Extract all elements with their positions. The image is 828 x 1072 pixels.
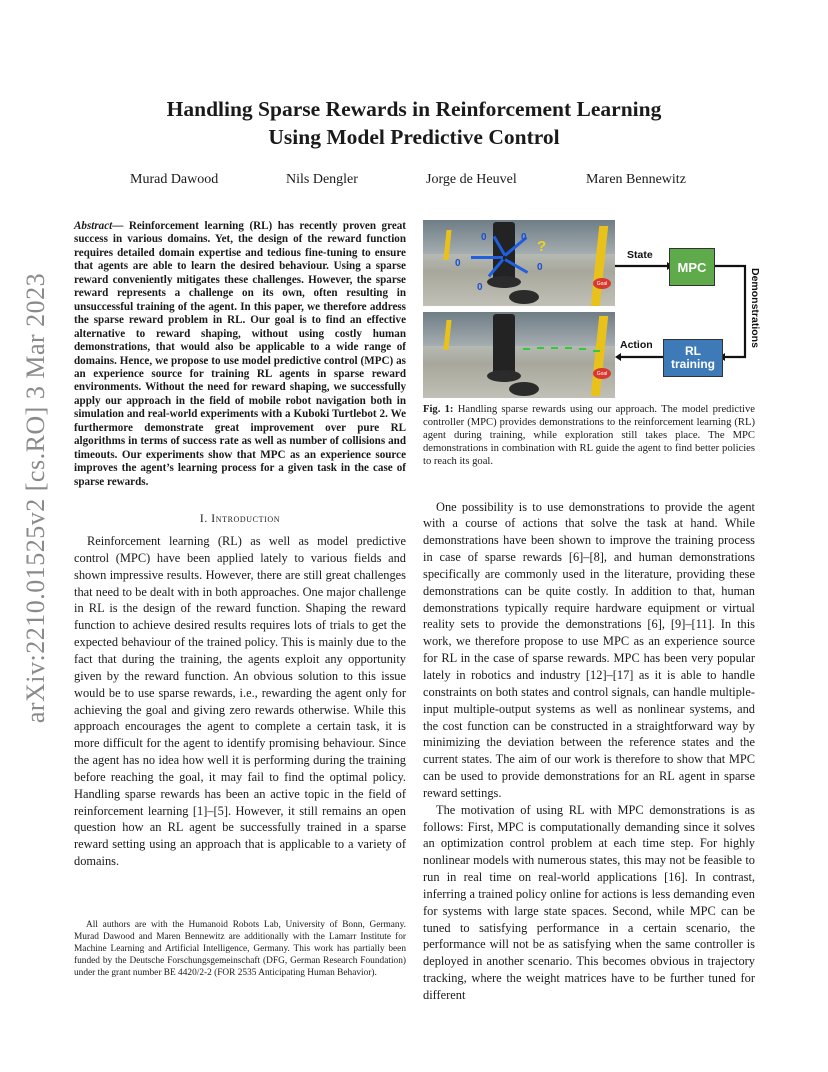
figure-1 xyxy=(423,220,761,398)
caption-text: Handling sparse rewards using our approach. The model predictive controller (MPC) provides demonstrations to the reinforcement learning (RL) agent during training, while exploration still takes place. The MPC demonstrations in combination with RL guide the agent to find better policies to reach its goal. xyxy=(423,404,755,467)
title-line-2: Using Model Predictive Control xyxy=(268,125,560,149)
reward-zero-label: 0 xyxy=(521,232,527,243)
goal-marker: Goal xyxy=(593,368,611,379)
reward-zero-label: 0 xyxy=(537,262,543,273)
paper-title xyxy=(74,95,754,151)
demonstrations-label: Demonstrations xyxy=(749,268,761,348)
rl-training-box xyxy=(663,339,723,377)
abstract-lead: Abstract xyxy=(74,220,113,232)
mpc-box xyxy=(669,248,715,286)
rl-box-label-line-1: RL xyxy=(685,344,701,358)
author-2: Nils Dengler xyxy=(286,172,358,187)
title-line-1: Handling Sparse Rewards in Reinforcement Learning xyxy=(166,97,662,121)
left-column xyxy=(74,220,406,870)
caption-label: Fig. 1: xyxy=(423,404,454,415)
right-paragraph-2: The motivation of using RL with MPC demonstrations is as follows: First, MPC is computationally demanding since it solves an optimization control problem at each time step. For highly nonlinear models with numerous states, this may not be feasible to run in real time on real-world applications [16]. In contrast, inferring a trained policy online for actions is less demanding even for systems with large state spaces. Second, while MPC can be tuned to satisfying performance in a certain scenario, the performance will not be as satisfying when the same controller is deployed in another scenario. This becomes obvious in trajectory tracking, where the weight matrices have to be further tuned for different xyxy=(423,802,755,1002)
section-heading-introduction: I. Introduction xyxy=(199,513,281,526)
intro-paragraph: Reinforcement learning (RL) as well as model predictive control (MPC) have been applied lately to various fields and shown impressive results. However, there are still great challenges that need to be dealt with in both approaches. One major challenge in RL is the design of the reward function. Shaping the reward function to achieve desired results requires lots of trials to get the expected behaviour of the trained policy. This is mainly due to the fact that during the training, the agents exploit any opportunity given by the reward function. An obvious solution to this issue would be to use sparse rewards, i.e., rewarding the agent only for achieving the goal and giving zero rewards otherwise. While this approach encourages the agent to complete a certain task, it is more difficult for the agent to identify promising behaviour. Since the agent has no idea how well it is performing during the training before reaching the goal, it may fail to find the optimal policy. Handling sparse rewards has been an active topic in the field of reinforcement learning [1]–[5]. However, it still remains an open question how an RL agent be successfully trained in a sparse reward setting using an approach that is applicable to a variety of domains. xyxy=(74,534,406,869)
goal-marker: Goal xyxy=(593,278,611,289)
arxiv-identifier-text: arXiv:2210.01525v2 [cs.RO] 3 Mar 2023 xyxy=(21,272,50,724)
state-label: State xyxy=(627,249,653,261)
abstract xyxy=(74,220,406,489)
author-4: Maren Bennewitz xyxy=(586,172,686,187)
author-3: Jorge de Heuvel xyxy=(426,172,517,187)
arxiv-identifier xyxy=(14,272,58,724)
affiliation-footnote: All authors are with the Humanoid Robots Lab, University of Bonn, Germany. Murad Dawood and Maren Bennewitz are additionally with the Lamarr Institute for Machine Learning and Artificial Intelligence, Germany. This work has partially been funded by the Deutsche Forschungsgemeinschaft (DFG, German Research Foundation) under the grant number BE 4420/2-2 (FOR 2535 Anticipating Human Behavior). xyxy=(74,920,406,978)
action-label: Action xyxy=(620,339,653,351)
reward-zero-label: 0 xyxy=(455,258,461,269)
right-column xyxy=(423,220,761,1004)
question-mark-icon: ? xyxy=(537,238,547,255)
right-paragraph-1: One possibility is to use demonstrations to provide the agent with a course of actions that solve the task at hand. While demonstrations have been shown to improve the training process in case of sparse rewards [6]–[8], and human demonstrations specifically are commonly used in the literature, providing these demonstrations can be quite costly. In addition to that, human demonstrations typically require hardware equipment or virtual reality sets to provide the demonstrations [6], [9]–[11]. In this work, we therefore propose to use MPC as an experience source for RL in the case of sparse rewards. MPC has been very popular lately in robotics and industry [12]–[17] as it is able to handle constraints on both states and control signals, can handle multiple-input multiple-output systems as well as nonlinear systems, and the cost function can be constructed in a straightforward way by minimizing the deviation between the reference states and the current states. The aim of our work is therefore to show that MPC can be used to provide demonstrations for an RL agent in sparse reward settings. xyxy=(423,499,755,800)
mpc-box-label: MPC xyxy=(677,259,707,275)
abstract-body: — Reinforcement learning (RL) has recently proven great success in various domains. Yet, the design of the reward function requires detailed domain expertise and tedious fine-tuning to ensure that agents are able to learn the desired behaviour. Using a sparse reward conveniently mitigates these challenges. However, the sparse reward represents a challenge on its own, often resulting in unsuccessful training of the agent. In this paper, we therefore address the sparse reward problem in RL. Our goal is to find an effective alternative to reward shaping, without using costly human demonstrations, that would also be applicable to a wide range of domains. Hence, we propose to use model predictive control (MPC) as an experience source for training RL agents in sparse reward environments. Without the need for reward shaping, we successfully apply our approach in the field of mobile robot navigation both in simulation and real-world experiments with a Kuboki Turtlebot 2. We furthermore demonstrate great improvement over pure RL algorithms in terms of success rate as well as number of collisions and timeouts. Our experiments show that MPC as an experience source improves the agent’s learning process for a given task in the case of sparse rewards. xyxy=(74,220,406,488)
action-arrowhead xyxy=(615,353,621,361)
reward-zero-label: 0 xyxy=(477,282,483,293)
rl-box-label-line-2: training xyxy=(671,357,715,371)
author-1: Murad Dawood xyxy=(130,172,219,187)
reward-zero-label: 0 xyxy=(481,232,487,243)
figure-caption xyxy=(423,404,755,469)
